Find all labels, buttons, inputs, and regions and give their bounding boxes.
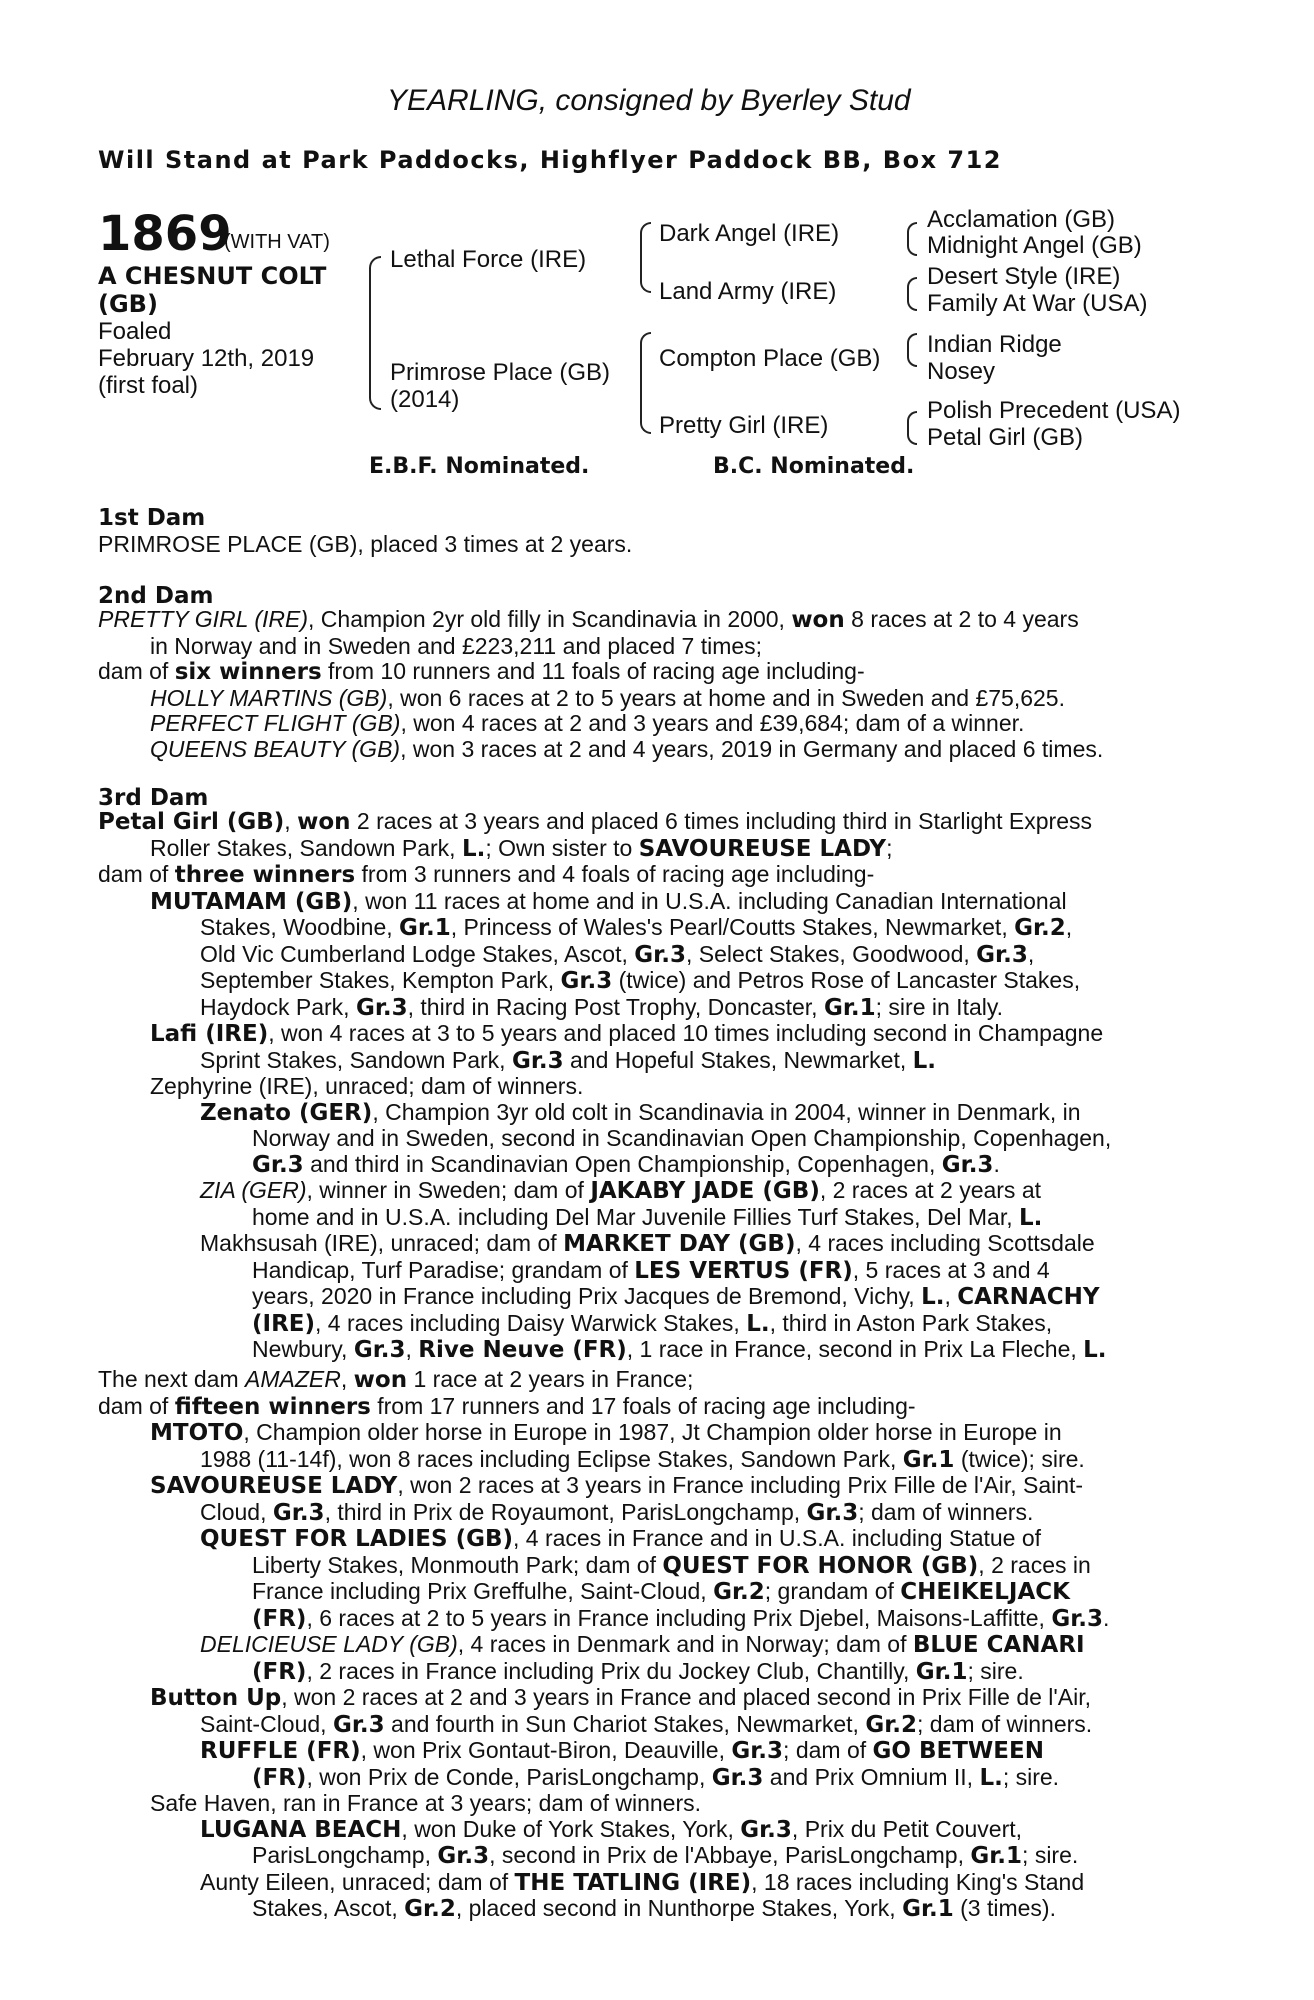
progeny-name: QUEENS BEAUTY (GB) (150, 735, 401, 762)
stable-location: Will Stand at Park Paddocks, Highflyer Paddock BB, Box 712 (98, 146, 1002, 174)
text-line (98, 1870, 1218, 1897)
text-run: L. (921, 1284, 945, 1310)
text-run: , won 2 races at 3 years in France including Prix Fille de l'Air, Saint- (397, 1472, 1084, 1498)
text-run: ; (886, 834, 893, 861)
third-dam-heading: 3rd Dam (98, 785, 209, 811)
pedigree-bracket-ss (907, 222, 917, 256)
lot-number: 1869 (98, 206, 232, 262)
text-line (98, 1553, 1218, 1580)
text-run: Gr.3 (976, 941, 1028, 968)
text-run: (twice); sire. (954, 1445, 1085, 1472)
text-run: Gr.3 (437, 1843, 490, 1869)
text-run: and Prix Omnium II, (763, 1763, 980, 1790)
text-run: ; sire. (1022, 1842, 1079, 1868)
text-line (98, 607, 1218, 634)
pedigree-dam: Primrose Place (GB) (390, 359, 611, 386)
text-run: BLUE CANARI (912, 1632, 1085, 1658)
text-run: and Hopeful Stakes, Newmarket, (563, 1046, 913, 1073)
pedigree-ss-sire: Acclamation (GB) (927, 206, 1116, 233)
text-run: , Prix du Petit Couvert, (791, 1815, 1023, 1842)
text-run: DELICIEUSE LADY (GB) (200, 1631, 458, 1657)
text-run: and third in Scandinavian Open Championship, Copenhagen, (303, 1150, 942, 1177)
text-run: (FR) (252, 1605, 307, 1632)
text-run: L. (1083, 1337, 1107, 1363)
text-line (98, 1205, 1218, 1232)
text-run: ; sire. (967, 1657, 1024, 1684)
text-run: ; sire. (1002, 1763, 1060, 1790)
text-run: QUEST FOR LADIES (GB) (200, 1526, 514, 1552)
pedigree-bracket-sd (907, 277, 917, 311)
text-run: Gr.3 (711, 1764, 764, 1791)
progeny-name: PERFECT FLIGHT (GB) (150, 710, 401, 736)
text-run: Button Up (150, 1685, 282, 1711)
text-run: , (1065, 914, 1073, 940)
text-line (98, 686, 1218, 712)
text-run: from 17 runners and 17 foals of racing age including- (370, 1392, 916, 1419)
text-line (98, 1258, 1218, 1285)
text-run: , won 3 races at 2 and 4 years, 2019 in Germany and placed 6 times. (400, 735, 1104, 762)
text-line (98, 836, 1218, 863)
pedigree-bracket-dd (907, 411, 917, 445)
text-run: from 3 runners and 4 foals of racing age including- (355, 861, 875, 887)
pedigree-bracket-dam (640, 332, 651, 434)
text-run: fifteen winners (174, 1393, 371, 1420)
text-line (98, 1231, 1218, 1258)
text-line (98, 1817, 1218, 1844)
text-run: Gr.3 (511, 1047, 564, 1074)
text-run: The next dam (98, 1366, 246, 1392)
text-run: Gr.3 (272, 1499, 325, 1526)
text-line (98, 1473, 1218, 1500)
second-dam-body (98, 607, 1218, 762)
text-run: Liberty Stakes, Monmouth Park; dam of (252, 1551, 663, 1578)
text-run: Gr.1 (915, 1658, 968, 1685)
text-run: , placed second in Nunthorpe Stakes, York, (455, 1895, 903, 1921)
progeny-name: HOLLY MARTINS (GB) (150, 684, 388, 711)
text-run: Stakes, Woodbine, (200, 914, 400, 940)
text-run: Gr.3 (332, 1711, 385, 1738)
pedigree-dam-year: (2014) (390, 386, 460, 413)
text-run: dam of (98, 861, 175, 887)
text-run: Gr.1 (399, 915, 451, 941)
text-run: Rive Neuve (FR) (418, 1337, 627, 1363)
text-run: MTOTO (150, 1420, 244, 1446)
text-run: Gr.3 (1051, 1605, 1104, 1632)
text-line (98, 1021, 1218, 1048)
text-run: Gr.3 (806, 1499, 859, 1526)
dam-name: PRETTY GIRL (IRE) (98, 606, 309, 632)
ebf-nomination: E.B.F. Nominated. (369, 454, 590, 479)
pedigree-ds-dam: Nosey (927, 358, 996, 385)
pedigree-sd-dam: Family At War (USA) (927, 290, 1148, 317)
text-run: Gr.3 (941, 1151, 994, 1178)
pedigree-bracket-sire (640, 222, 651, 293)
text-run: L. (746, 1310, 770, 1337)
text-line (98, 1606, 1218, 1633)
text-run: . (1103, 1604, 1110, 1631)
text-run: , won 11 races at home and in U.S.A. including Canadian International (352, 887, 1067, 914)
text-line (98, 968, 1218, 995)
text-run: (3 times). (953, 1895, 1056, 1921)
text-line (98, 1048, 1218, 1075)
text-run: , Select Stakes, Goodwood, (685, 940, 977, 967)
foaled-label: Foaled (98, 318, 172, 345)
pedigree-ds-sire: Indian Ridge (927, 331, 1062, 358)
text-run: MARKET DAY (GB) (563, 1231, 796, 1257)
text-run: , winner in Sweden; dam of (306, 1177, 591, 1203)
text-run: , Champion older horse in Europe in 1987, Jt Champion older horse in Europe in (243, 1419, 1062, 1445)
text-line: in Norway and in Sweden and £223,211 and placed 7 times; (150, 632, 763, 659)
next-dam-body (98, 1367, 1218, 1923)
text-line (98, 1100, 1218, 1127)
text-line (98, 1420, 1218, 1447)
text-run: Makhsusah (IRE), unraced; dam of (200, 1230, 564, 1256)
text-run: Gr.2 (404, 1896, 456, 1922)
text-run: Gr.3 (560, 968, 613, 994)
text-run: Gr.1 (902, 1446, 955, 1473)
text-run: , 1 race in France, second in Prix La Fleche, (626, 1336, 1084, 1362)
text-run: France including Prix Greffulhe, Saint-Cloud, (252, 1578, 714, 1604)
text-run: L. (979, 1764, 1003, 1791)
text-line (98, 942, 1218, 969)
text-run: Gr.3 (740, 1816, 792, 1843)
text-line (98, 995, 1218, 1022)
text-run: , won Duke of York Stakes, York, (401, 1815, 741, 1842)
text-run: ; dam of winners. (917, 1710, 1093, 1737)
catalogue-title: YEARLING, consigned by Byerley Stud (387, 84, 911, 117)
text-run: (FR) (252, 1764, 307, 1791)
text-line (98, 915, 1218, 942)
text-run: LUGANA BEACH (200, 1816, 402, 1843)
text-run: L. (912, 1047, 937, 1074)
text-run: (IRE) (252, 1310, 316, 1337)
pedigree-bracket-root (369, 256, 381, 410)
text-run: , second in Prix de l'Abbaye, ParisLongchamp, (489, 1842, 971, 1868)
text-run: Gr.2 (713, 1579, 765, 1605)
text-run: Gr.3 (731, 1738, 784, 1764)
text-run: Aunty Eileen, unraced; dam of (200, 1868, 515, 1895)
text-run: Gr.1 (823, 994, 876, 1021)
text-run: , 2 races at 2 years at (819, 1177, 1042, 1203)
text-run: CHEIKELJACK (900, 1579, 1070, 1605)
text-run: CARNACHY (957, 1284, 1100, 1310)
text-run: , won 2 races at 2 and 3 years in France and placed second in Prix Fille de l'Air, (281, 1684, 1092, 1710)
text-run: Stakes, Ascot, (252, 1895, 405, 1921)
text-run: , (405, 1336, 419, 1362)
text-line (98, 889, 1218, 916)
text-run: , third in Racing Post Trophy, Doncaster, (407, 993, 824, 1020)
text-line (98, 1337, 1218, 1364)
text-line (98, 1526, 1218, 1553)
text-run: Gr.1 (970, 1843, 1023, 1869)
text-run: Petal Girl (GB) (98, 809, 285, 835)
text-run: (FR) (252, 1658, 307, 1685)
text-run: QUEST FOR HONOR (GB) (662, 1552, 979, 1579)
text-run: MUTAMAM (GB) (150, 888, 353, 915)
text-run: RUFFLE (FR) (200, 1738, 361, 1764)
text-run: and fourth in Sun Chariot Stakes, Newmarket, (384, 1710, 866, 1737)
text-run: dam of (98, 658, 175, 684)
text-run: , (340, 1366, 354, 1392)
text-run: dam of (98, 1392, 175, 1419)
text-line (98, 1712, 1218, 1739)
text-line (98, 1178, 1218, 1205)
text-run: , (944, 1283, 958, 1309)
text-run: ; Own sister to (485, 834, 639, 861)
text-run: Newbury, (252, 1336, 354, 1362)
text-line (98, 1765, 1218, 1792)
text-run: six winners (174, 659, 322, 685)
text-run: won (297, 809, 351, 835)
text-run: JAKABY JADE (GB) (590, 1178, 820, 1204)
text-run: , Champion 2yr old filly in Scandinavia in 2000, (308, 606, 792, 632)
text-run: 1988 (11-14f), won 8 races including Eclipse Stakes, Sandown Park, (200, 1445, 903, 1472)
text-run: , 2 races in France including Prix du Jockey Club, Chantilly, (306, 1657, 916, 1684)
text-run: , won 6 races at 2 to 5 years at home and in Sweden and £75,625. (387, 684, 1065, 711)
text-run: Gr.3 (355, 994, 408, 1021)
horse-origin: (GB) (98, 290, 158, 318)
first-dam-text: PRIMROSE PLACE (GB), placed 3 times at 2 years. (98, 531, 633, 557)
text-run: years, 2020 in France including Prix Jacques de Bremond, Vichy, (252, 1283, 922, 1309)
text-run: three winners (174, 862, 356, 888)
text-run: Gr.2 (865, 1711, 918, 1738)
text-run: , 2 races in (978, 1551, 1091, 1578)
text-line (98, 1632, 1218, 1659)
text-run: ZIA (GER) (200, 1177, 307, 1203)
text-line (98, 809, 1218, 836)
text-run: Gr.3 (353, 1337, 406, 1363)
text-run: . (993, 1150, 1000, 1177)
text-run: won (791, 607, 845, 633)
text-line (98, 711, 1218, 737)
text-run: GO BETWEEN (872, 1738, 1044, 1764)
text-run: THE TATLING (IRE) (514, 1869, 752, 1896)
foaled-date: February 12th, 2019 (98, 345, 315, 372)
horse-description: A CHESNUT COLT (98, 262, 327, 290)
text-run: , third in Aston Park Stakes, (769, 1309, 1053, 1336)
third-dam-body (98, 809, 1218, 1364)
text-line (98, 1367, 1218, 1394)
first-dam-heading: 1st Dam (98, 505, 206, 531)
text-run: won (353, 1367, 408, 1393)
text-line (98, 1685, 1218, 1712)
text-run: SAVOUREUSE LADY (150, 1473, 398, 1499)
text-run: , third in Prix de Royaumont, ParisLongchamp, (324, 1498, 807, 1525)
vat-note: (WITH VAT) (224, 231, 330, 253)
text-run: AMAZER (245, 1366, 341, 1392)
text-run: from 10 runners and 11 foals of racing age including- (321, 658, 865, 684)
text-line: Norway and in Sweden, second in Scandinavian Open Championship, Copenhagen, (252, 1125, 1112, 1151)
text-line (98, 1843, 1218, 1870)
pedigree-ss-dam: Midnight Angel (GB) (927, 232, 1142, 259)
text-line (98, 1311, 1218, 1338)
text-line (98, 1284, 1218, 1311)
text-run: Gr.2 (1014, 915, 1066, 941)
text-run: Roller Stakes, Sandown Park, (150, 834, 462, 861)
text-run: 1 race at 2 years in France; (407, 1366, 694, 1392)
text-run: , (284, 808, 298, 834)
pedigree-sire-sire: Dark Angel (IRE) (659, 220, 840, 247)
text-run: , won 4 races at 2 and 3 years and £39,684; dam of a winner. (400, 710, 1025, 736)
pedigree-dd-sire: Polish Precedent (USA) (927, 397, 1181, 424)
text-run: September Stakes, Kempton Park, (200, 967, 561, 993)
text-line (98, 1896, 1218, 1923)
pedigree-sd-sire: Desert Style (IRE) (927, 263, 1121, 290)
text-run: , (1027, 940, 1035, 967)
text-run: home and in U.S.A. including Del Mar Juvenile Fillies Turf Stakes, Del Mar, (252, 1203, 1019, 1230)
text-run: , Champion 3yr old colt in Scandinavia in 2004, winner in Denmark, in (372, 1098, 1081, 1125)
text-run: , 4 races in Denmark and in Norway; dam of (457, 1631, 913, 1657)
pedigree-sire-dam: Land Army (IRE) (659, 278, 837, 305)
text-run: ; sire in Italy. (875, 993, 1004, 1020)
text-run: 2 races at 3 years and placed 6 times including third in Starlight Express (350, 808, 1093, 834)
text-run: Old Vic Cumberland Lodge Stakes, Ascot, (200, 940, 635, 967)
bc-nomination: B.C. Nominated. (713, 454, 915, 479)
text-run: Sprint Stakes, Sandown Park, (200, 1046, 512, 1073)
text-run: , 4 races including Daisy Warwick Stakes, (315, 1309, 747, 1336)
text-run: ; dam of winners. (858, 1498, 1034, 1525)
text-run: SAVOUREUSE LADY (638, 835, 887, 862)
text-line (98, 1447, 1218, 1474)
text-run: Gr.1 (902, 1896, 954, 1922)
text-run: , 6 races at 2 to 5 years in France including Prix Djebel, Maisons-Laffitte, (306, 1604, 1052, 1631)
second-dam-heading: 2nd Dam (98, 583, 214, 609)
text-run: (twice) and Petros Rose of Lancaster Stakes, (612, 967, 1081, 993)
text-run: , 5 races at 3 and 4 (852, 1256, 1050, 1283)
text-run: Gr.3 (252, 1151, 304, 1178)
foal-note: (first foal) (98, 372, 199, 399)
text-line (98, 737, 1218, 763)
text-run: Handicap, Turf Paradise; grandam of (252, 1256, 635, 1283)
pedigree-dam-sire: Compton Place (GB) (659, 345, 881, 372)
pedigree-bracket-ds (907, 333, 917, 367)
text-run: , Princess of Wales's Pearl/Coutts Stakes, Newmarket, (450, 914, 1015, 940)
text-run: Saint-Cloud, (200, 1710, 333, 1737)
text-line (98, 1500, 1218, 1527)
text-run: , won 4 races at 3 to 5 years and placed 10 times including second in Champagne (268, 1020, 1104, 1046)
pedigree-dam-dam: Pretty Girl (IRE) (659, 412, 829, 439)
text-line (98, 1394, 1218, 1421)
text-run: Cloud, (200, 1498, 273, 1525)
pedigree-dd-dam: Petal Girl (GB) (927, 424, 1084, 451)
text-line (98, 659, 1218, 686)
text-line (98, 1579, 1218, 1606)
text-run: ; grandam of (764, 1578, 901, 1604)
text-run: , 4 races including Scottsdale (795, 1230, 1095, 1256)
text-run: , won Prix de Conde, ParisLongchamp, (306, 1763, 712, 1790)
text-run: , 4 races in France and in U.S.A. including Statue of (513, 1525, 1042, 1551)
text-run: Zenato (GER) (200, 1099, 373, 1126)
text-run: LES VERTUS (FR) (634, 1257, 853, 1284)
text-line (98, 1152, 1218, 1179)
text-line: Safe Haven, ran in France at 3 years; dam of winners. (150, 1790, 701, 1816)
text-run: , won Prix Gontaut-Biron, Deauville, (360, 1737, 732, 1763)
text-line (98, 1738, 1218, 1765)
pedigree-sire: Lethal Force (IRE) (390, 246, 587, 273)
text-run: Lafi (IRE) (150, 1021, 269, 1047)
text-run: L. (1019, 1204, 1043, 1231)
text-line (98, 1659, 1218, 1686)
text-run: , 18 races including King's Stand (751, 1868, 1085, 1895)
text-line: Zephyrine (IRE), unraced; dam of winners. (150, 1073, 584, 1099)
text-run: L. (461, 835, 486, 862)
text-run: 8 races at 2 to 4 years (844, 606, 1079, 632)
text-run: ; dam of (783, 1737, 873, 1763)
text-line (98, 862, 1218, 889)
text-run: ParisLongchamp, (252, 1842, 438, 1868)
text-run: Gr.3 (634, 941, 686, 968)
text-run: Haydock Park, (200, 993, 356, 1020)
